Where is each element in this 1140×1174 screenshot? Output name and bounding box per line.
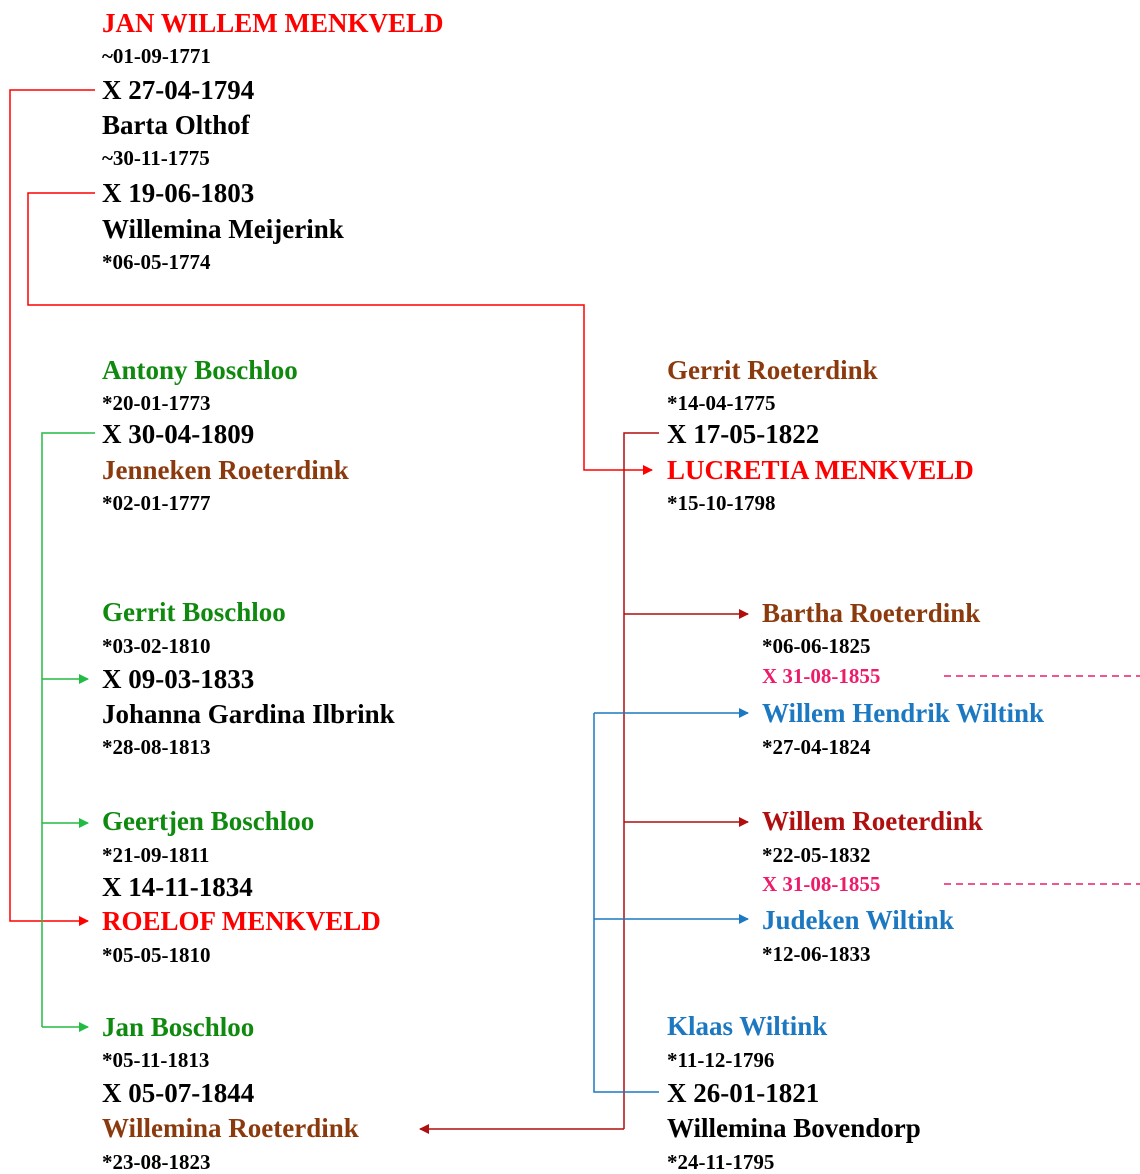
marriage-date: X 31-08-1855 — [762, 664, 881, 688]
birth-date: *12-06-1833 — [762, 942, 871, 966]
marriage-date: X 17-05-1822 — [667, 419, 820, 449]
birth-date: *03-02-1810 — [102, 634, 211, 658]
person-gerrit-boschloo: Gerrit Boschloo — [102, 597, 286, 627]
person-klaas-wiltink: Klaas Wiltink — [667, 1011, 828, 1041]
birth-date: *06-06-1825 — [762, 634, 871, 658]
person-willemina-bovendorp: Willemina Bovendorp — [667, 1113, 921, 1143]
baptism-date: ~30-11-1775 — [102, 146, 210, 170]
birth-date: *20-01-1773 — [102, 391, 211, 415]
person-antony-boschloo: Antony Boschloo — [102, 355, 298, 385]
baptism-date: ~01-09-1771 — [102, 44, 211, 68]
birth-date: *27-04-1824 — [762, 735, 871, 759]
person-gerrit-roeterdink: Gerrit Roeterdink — [667, 355, 878, 385]
person-jan-willem-menkveld: JAN WILLEM MENKVELD — [102, 8, 444, 38]
line-wiltink-trunk — [594, 713, 659, 1092]
birth-date: *22-05-1832 — [762, 843, 871, 867]
person-johanna-gardina-ilbrink: Johanna Gardina Ilbrink — [102, 699, 395, 729]
line-menkveld-roelof — [10, 90, 95, 921]
line-roeterdink-trunk — [624, 433, 659, 1129]
person-barta-olthof: Barta Olthof — [102, 110, 250, 140]
line-boschloo-trunk — [42, 433, 95, 1027]
birth-date: *02-01-1777 — [102, 491, 211, 515]
birth-date: *06-05-1774 — [102, 250, 211, 274]
person-willem-roeterdink: Willem Roeterdink — [762, 806, 983, 836]
person-lucretia-menkveld: LUCRETIA MENKVELD — [667, 455, 974, 485]
person-willem-hendrik-wiltink: Willem Hendrik Wiltink — [762, 698, 1045, 728]
birth-date: *24-11-1795 — [667, 1150, 775, 1174]
birth-date: *15-10-1798 — [667, 491, 776, 515]
birth-date: *28-08-1813 — [102, 735, 211, 759]
person-roelof-menkveld: ROELOF MENKVELD — [102, 906, 381, 936]
person-willemina-meijerink: Willemina Meijerink — [102, 214, 344, 244]
person-geertjen-boschloo: Geertjen Boschloo — [102, 806, 315, 836]
person-jan-boschloo: Jan Boschloo — [102, 1012, 255, 1042]
person-willemina-roeterdink: Willemina Roeterdink — [102, 1113, 359, 1143]
birth-date: *05-05-1810 — [102, 943, 211, 967]
marriage-date: X 09-03-1833 — [102, 664, 255, 694]
person-judeken-wiltink: Judeken Wiltink — [762, 905, 954, 935]
marriage-date: X 26-01-1821 — [667, 1078, 820, 1108]
birth-date: *05-11-1813 — [102, 1048, 210, 1072]
marriage-date: X 19-06-1803 — [102, 178, 255, 208]
birth-date: *23-08-1823 — [102, 1150, 211, 1174]
birth-date: *14-04-1775 — [667, 391, 776, 415]
marriage-date: X 05-07-1844 — [102, 1078, 255, 1108]
birth-date: *21-09-1811 — [102, 843, 210, 867]
birth-date: *11-12-1796 — [667, 1048, 775, 1072]
person-jenneken-roeterdink: Jenneken Roeterdink — [102, 455, 349, 485]
marriage-date: X 14-11-1834 — [102, 872, 253, 902]
marriage-date: X 27-04-1794 — [102, 75, 255, 105]
person-bartha-roeterdink: Bartha Roeterdink — [762, 598, 981, 628]
marriage-date: X 30-04-1809 — [102, 419, 255, 449]
marriage-date: X 31-08-1855 — [762, 872, 881, 896]
